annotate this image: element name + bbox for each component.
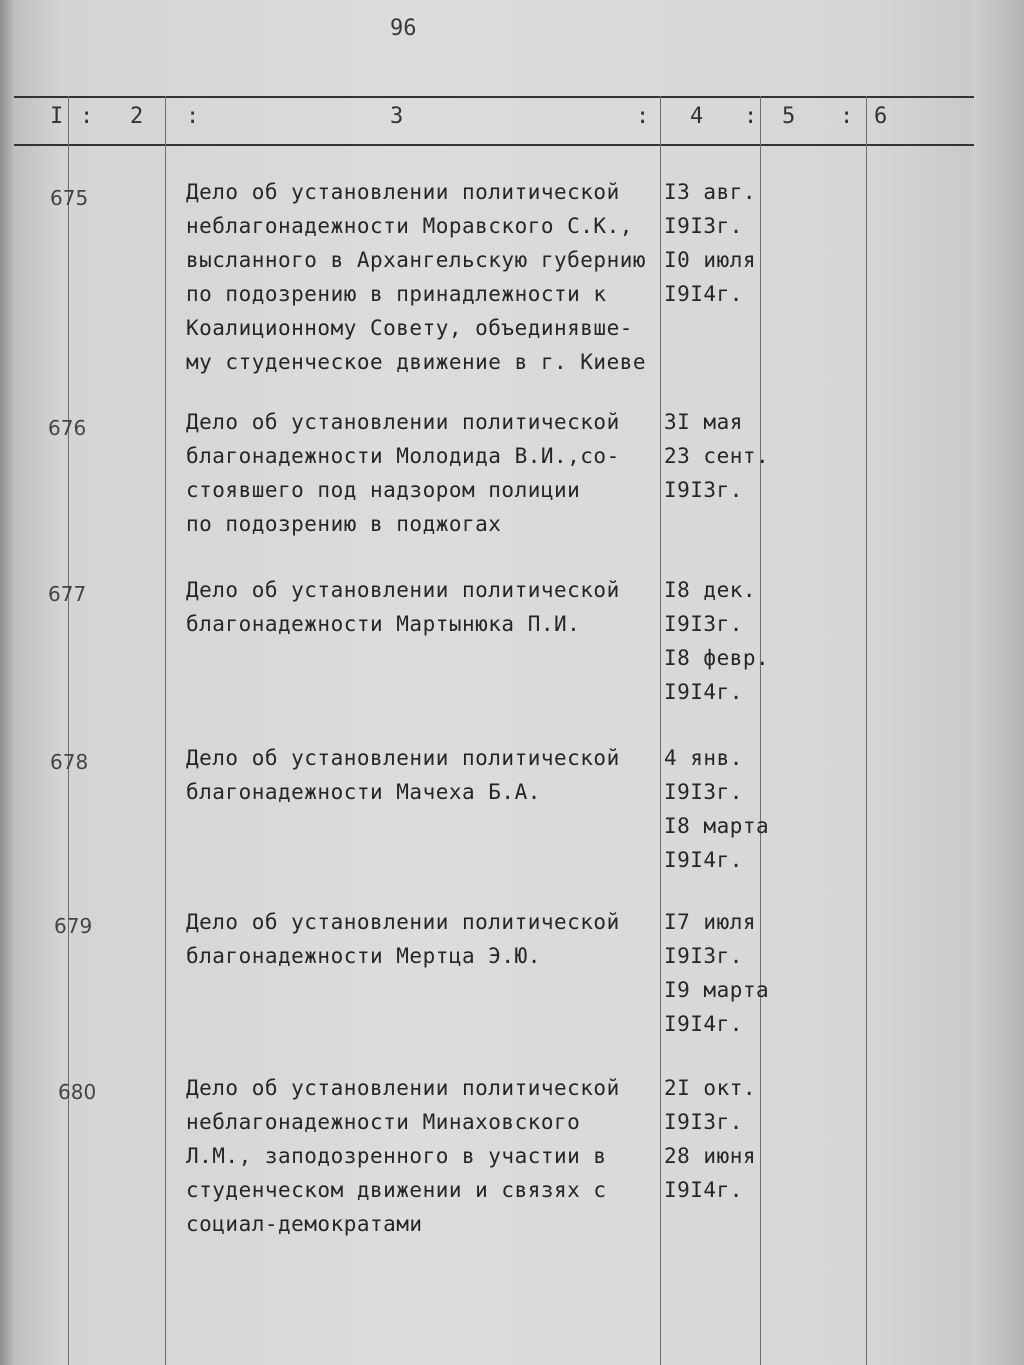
page-right-edge bbox=[972, 0, 1024, 1365]
entry-date: I9I3г. bbox=[664, 214, 743, 238]
entry-date: I9I4г. bbox=[664, 680, 743, 704]
entry-text-line: неблагонадежности Моравского С.К., bbox=[186, 214, 633, 238]
entry-date: 28 июня bbox=[664, 1144, 757, 1168]
entry-number: 675 bbox=[50, 186, 89, 210]
entry-date: I9I3г. bbox=[664, 780, 743, 804]
header-col-2: 2 bbox=[130, 104, 144, 129]
header-col-5: 5 bbox=[782, 104, 796, 129]
header-sep-2: : bbox=[186, 104, 200, 129]
entry-text-line: неблагонадежности Минаховского bbox=[186, 1110, 581, 1134]
entry-text-line: по подозрению в принадлежности к bbox=[186, 282, 607, 306]
entry-date: I8 февр. bbox=[664, 646, 770, 670]
entry-date: I9I3г. bbox=[664, 944, 743, 968]
entry-text-line: высланного в Архангельскую губернию bbox=[186, 248, 647, 272]
entry-text-line: по подозрению в поджогах bbox=[186, 512, 502, 536]
entry-number: 676 bbox=[48, 416, 87, 440]
entry-text-line: студенческом движении и связях с bbox=[186, 1178, 607, 1202]
entry-date: I0 июля bbox=[664, 248, 757, 272]
entry-text-line: Дело об установлении политической bbox=[186, 1076, 620, 1100]
header-sep-1: : bbox=[80, 104, 94, 129]
entry-text-line: Л.М., заподозренного в участии в bbox=[186, 1144, 607, 1168]
entry-text-line: Дело об установлении политической bbox=[186, 180, 620, 204]
entry-text-line: социал-демократами bbox=[186, 1212, 423, 1236]
header-col-3: 3 bbox=[390, 104, 404, 129]
entry-date: I3 авг. bbox=[664, 180, 757, 204]
entry-text-line: Коалиционному Совету, объединявше- bbox=[186, 316, 633, 340]
entry-date: 23 сент. bbox=[664, 444, 770, 468]
entry-text-line: му студенческое движение в г. Киеве bbox=[186, 350, 647, 374]
entry-number: 679 bbox=[54, 914, 93, 938]
header-col-6: 6 bbox=[874, 104, 888, 129]
entry-number: 677 bbox=[48, 582, 87, 606]
column-divider bbox=[165, 96, 166, 1365]
entry-date: I9I4г. bbox=[664, 848, 743, 872]
page-number: 96 bbox=[390, 16, 417, 41]
entry-date: I9I3г. bbox=[664, 478, 743, 502]
entry-date: I9I3г. bbox=[664, 612, 743, 636]
header-sep-3: : bbox=[636, 104, 650, 129]
entry-date: I9I4г. bbox=[664, 1012, 743, 1036]
column-divider bbox=[660, 96, 661, 1365]
header-top-rule bbox=[14, 96, 974, 98]
entry-date: I7 июля bbox=[664, 910, 757, 934]
entry-date: I9 марта bbox=[664, 978, 770, 1002]
entry-date: I9I3г. bbox=[664, 1110, 743, 1134]
entry-date: 2I окт. bbox=[664, 1076, 757, 1100]
header-sep-4: : bbox=[744, 104, 758, 129]
entry-date: I9I4г. bbox=[664, 1178, 743, 1202]
header-sep-5: : bbox=[840, 104, 854, 129]
entry-date: I8 дек. bbox=[664, 578, 757, 602]
entry-date: I9I4г. bbox=[664, 282, 743, 306]
column-divider bbox=[68, 96, 69, 1365]
entry-text-line: благонадежности Мартынюка П.И. bbox=[186, 612, 581, 636]
entry-number: 678 bbox=[50, 750, 89, 774]
page-left-edge bbox=[0, 0, 14, 1365]
header-col-1: I bbox=[50, 104, 64, 129]
column-divider bbox=[866, 96, 867, 1365]
entry-text-line: Дело об установлении политической bbox=[186, 410, 620, 434]
entry-text-line: стоявшего под надзором полиции bbox=[186, 478, 581, 502]
entry-text-line: Дело об установлении политической bbox=[186, 578, 620, 602]
entry-number: 680 bbox=[58, 1080, 97, 1104]
column-divider bbox=[760, 96, 761, 1365]
entry-date: 4 янв. bbox=[664, 746, 743, 770]
entry-text-line: благонадежности Мачеха Б.А. bbox=[186, 780, 541, 804]
header-col-4: 4 bbox=[690, 104, 704, 129]
entry-date: I8 марта bbox=[664, 814, 770, 838]
header-bottom-rule bbox=[14, 144, 974, 146]
entry-text-line: благонадежности Мертца Э.Ю. bbox=[186, 944, 541, 968]
entry-text-line: благонадежности Молодида В.И.,со- bbox=[186, 444, 620, 468]
entry-date: 3I мая bbox=[664, 410, 743, 434]
entry-text-line: Дело об установлении политической bbox=[186, 910, 620, 934]
entry-text-line: Дело об установлении политической bbox=[186, 746, 620, 770]
